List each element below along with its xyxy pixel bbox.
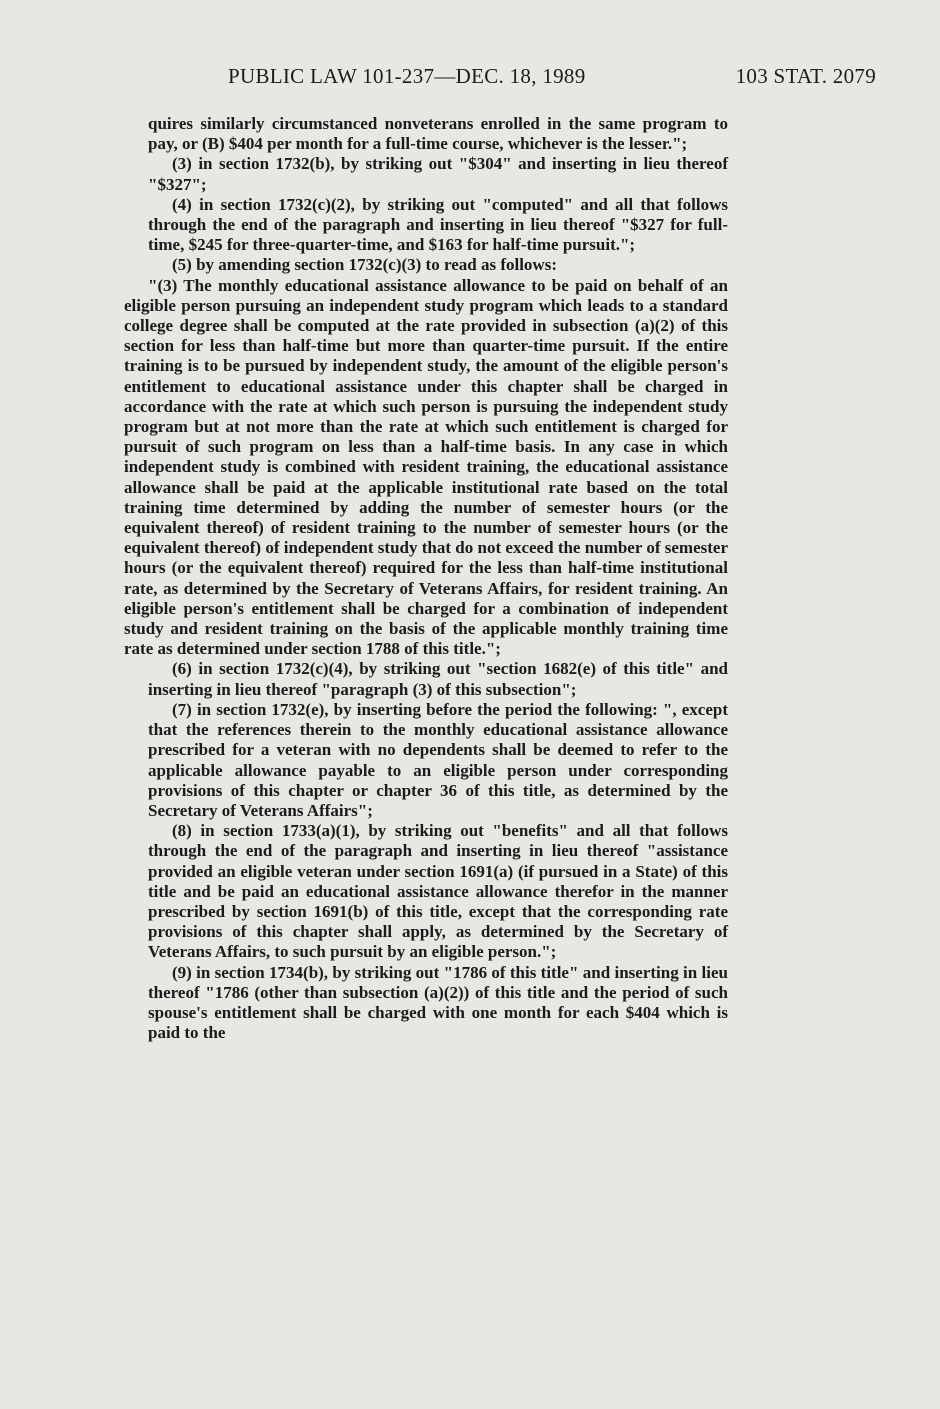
body-text (124, 114, 728, 1043)
page-header (148, 64, 876, 94)
stat-number: 103 STAT. 2079 (735, 64, 876, 88)
paragraph-item-6: (6) in section 1732(c)(4), by striking out "section 1682(e) of this title" and inserting in lieu thereof "paragraph (3) of this subsection"; (148, 659, 728, 699)
paragraph-item-9: (9) in section 1734(b), by striking out "1786 of this title" and inserting in lieu thereof "1786 (other than subsection (a)(2)) of this title and the period of such spouse's entitlement shall be charged with one month for each $404 which is paid to the (148, 962, 728, 1043)
paragraph-continuation: quires similarly circumstanced nonveterans enrolled in the same program to pay, or (B) $404 per month for a full-time course, whichever is the lesser."; (148, 114, 728, 154)
paragraph-item-8: (8) in section 1733(a)(1), by striking out "benefits" and all that follows through the end of the paragraph and inserting in lieu thereof "assistance provided an eligible veteran under section 1691(a) (if pursued in a State) of this title and be paid an educational assistance allowance therefor in the manner prescribed by section 1691(b) of this title, except that the corresponding rate provisions of this chapter shall apply, as determined by the Secretary of Veterans Affairs, to such pursuit by an eligible person."; (148, 821, 728, 962)
paragraph-item-5: (5) by amending section 1732(c)(3) to read as follows: (172, 255, 557, 275)
paragraph-item-4: (4) in section 1732(c)(2), by striking out "computed" and all that follows through the end of the paragraph and inserting in lieu thereof "$327 for full-time, $245 for three-quarter-time, and $163 for half-time pursuit."; (148, 194, 728, 255)
quoted-paragraph: "(3) The monthly educational assistance allowance to be paid on behalf of an eligible person pursuing an independent study program which leads to a standard college degree shall be computed at the rate provided in subsection (a)(2) of this section for less than half-time but more than quarter-time pursuit. If the entire training is to be pursued by independent study, the amount of the eligible person's entitlement to educational assistance under this chapter shall be charged in accordance with the rate at which such person is pursuing the independent study program but at not more than the rate at which such entitlement is charged for pursuit of such program on less than a half-time basis. In any case in which independent study is combined with resident training, the educational assistance allowance shall be paid at the applicable institutional rate based on the total training time determined by adding the number of semester hours (or the equivalent thereof) of resident training to the number of semester hours (or the equivalent thereof) of independent study that do not exceed the number of semester hours (or the equivalent thereof) required for the less than half-time institutional rate, as determined by the Secretary of Veterans Affairs, for resident training. An eligible person's entitlement shall be charged for a combination of independent study and resident training on the basis of the applicable monthly training time rate as determined under section 1788 of this title."; (124, 275, 728, 659)
paragraph-item-7: (7) in section 1732(e), by inserting before the period the following: ", except that the references therein to the monthly educational assistance allowance prescribed for a veteran with no dependents shall be deemed to refer to the applicable allowance payable to an eligible person under corresponding provisions of this chapter or chapter 36 of this title, as determined by the Secretary of Veterans Affairs"; (148, 699, 728, 820)
law-title: PUBLIC LAW 101-237—DEC. 18, 1989 (228, 64, 586, 88)
paragraph-item-3: (3) in section 1732(b), by striking out "$304" and inserting in lieu thereof "$327"; (148, 154, 728, 194)
